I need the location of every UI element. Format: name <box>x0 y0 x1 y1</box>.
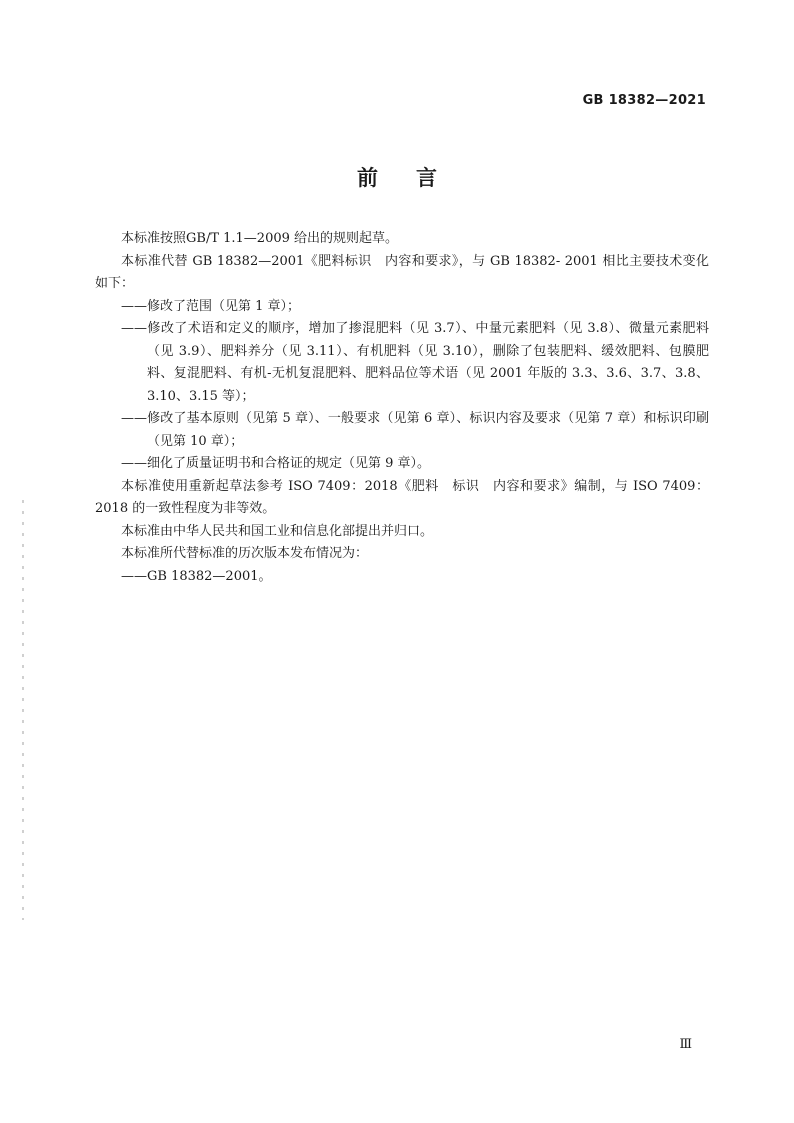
page-title: 前言 <box>357 166 475 190</box>
paragraph-history-intro: 本标准所代替标准的历次版本发布情况为： <box>121 546 369 561</box>
paragraph-replacement: 本标准代替 GB 18382—2001《肥料标识 内容和要求》，与 GB 18382- 2001 相比主要技术变化如下： <box>95 253 709 291</box>
paragraph-proposer: 本标准由中华人民共和国工业和信息化部提出并归口。 <box>121 523 434 539</box>
standard-number: GB 18382—2021 <box>582 93 706 108</box>
scan-margin-marks <box>22 500 24 920</box>
change-item-scope: ——修改了范围（见第 1 章）； <box>121 298 301 314</box>
foreword-body <box>95 228 709 588</box>
page-number: Ⅲ <box>679 1037 691 1052</box>
change-item-certificates: ——细化了质量证明书和合格证的规定（见第 9 章）。 <box>121 456 431 471</box>
paragraph-iso-reference: 本标准使用重新起草法参考 ISO 7409：2018《肥料 标识 内容和要求》编制，与 ISO 7409：2018 的一致性程度为非等效。 <box>95 478 709 516</box>
history-item: ——GB 18382—2001。 <box>121 568 272 584</box>
change-item-terms: ——修改了术语和定义的顺序，增加了掺混肥料（见 3.7）、中量元素肥料（见 3.8）、微量元素肥料（见 3.9）、肥料养分（见 3.11）、有机肥料（见 3.10），删除了包装肥料、缓效肥料、包膜肥料、复混肥料、有机-无机复混肥料、肥料品位等术语（见 2001 年版的 3.3、3.6、3.7、3.8、3.10、3.15 等）； <box>121 321 709 404</box>
change-item-principles: ——修改了基本原则（见第 5 章）、一般要求（见第 6 章）、标识内容及要求（见第 7 章）和标识印刷（见第 10 章）； <box>121 411 709 449</box>
paragraph-drafting-rules: 本标准按照GB/T 1.1—2009 给出的规则起草。 <box>121 231 399 246</box>
